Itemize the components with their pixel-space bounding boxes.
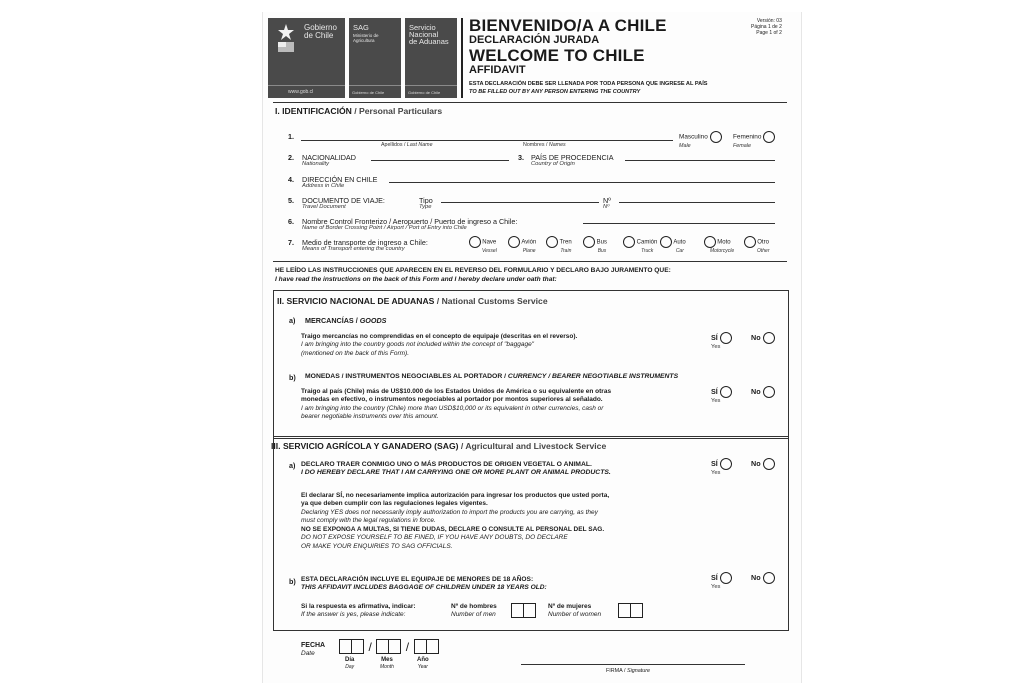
section1-heading-en: / Personal Particulars	[351, 106, 443, 116]
notice-text: must comply with the legal regulations in force.	[301, 516, 436, 524]
page-en-text: Page 1 of 2	[756, 30, 782, 36]
goods-letter: a)	[289, 316, 296, 325]
no-label: No	[751, 386, 761, 396]
nationality-label: NACIONALIDAD	[302, 153, 356, 162]
notice-text: DO NOT EXPOSE YOURSELF TO BE FINED, IF YOU HAVE ANY DOUBTS, DO DECLARE	[301, 534, 568, 542]
currency-title	[305, 373, 678, 380]
nationality-input[interactable]	[371, 160, 509, 161]
section2-heading-en: / National Customs Service	[434, 296, 548, 306]
declaration-form-page	[262, 12, 802, 683]
apellidos-label: Apellidos /	[381, 142, 407, 148]
currency-yes-option[interactable]	[711, 386, 732, 404]
products-yes-radio[interactable]	[720, 458, 732, 470]
section3-heading	[271, 441, 606, 451]
notice-en: TO BE FILLED OUT BY ANY PERSON ENTERING THE COUNTRY	[469, 89, 641, 95]
country-origin-input[interactable]	[625, 160, 775, 161]
transport-option-car[interactable]	[660, 236, 686, 254]
signature-label	[606, 668, 650, 674]
men-label-en: Number of men	[451, 611, 496, 619]
men-count-boxes	[511, 602, 536, 620]
anio-label: Año	[417, 657, 429, 663]
logo-text: de Chile	[304, 31, 334, 40]
transport-option-motorcycle[interactable]	[700, 236, 734, 254]
notice-text: El declarar SÍ, no necesariamente implica autorización para ingresar los productos que usted porta,	[301, 492, 610, 499]
version-text: Versión: 03	[756, 18, 782, 24]
yes-label: SÍ	[711, 332, 718, 342]
goods-text-es: Traigo mercancías no comprendidas en el concepto de equipaje (descritas en el reverso).	[301, 333, 578, 340]
month-sub: Month	[380, 664, 394, 670]
women-count-boxes	[618, 602, 643, 620]
transport-sub: Means of Transport entering the country	[302, 246, 405, 252]
women-label-en: Number of women	[548, 611, 602, 619]
women-label-es: Nº de mujeres	[548, 603, 592, 610]
goods-yes-option[interactable]	[711, 332, 732, 350]
date-separator: /	[405, 639, 410, 654]
products-text-es: DECLARO TRAER CONMIGO UNO O MÁS PRODUCTOS DE ORIGEN VEGETAL O ANIMAL.	[301, 461, 592, 468]
option-sub: Train	[560, 248, 572, 254]
transport-option-vessel[interactable]	[468, 236, 497, 254]
field3-number: 3.	[518, 153, 524, 162]
truck-radio[interactable]	[623, 236, 635, 248]
signature-sub: Signature	[626, 668, 651, 674]
yes-label: SÍ	[711, 572, 718, 582]
doc-number-sub: Nº	[603, 204, 610, 210]
gender-male	[679, 131, 722, 149]
notice-text: Declaring YES does not necessarily imply authorization to import the products you are carrying, as they	[301, 508, 598, 516]
other-radio[interactable]	[744, 236, 756, 248]
year-sub: Year	[417, 664, 428, 670]
notice-text: NO SE EXPONGA A MULTAS, SI TIENE DUDAS, DECLARE O CONSULTE AL PERSONAL DEL SAG.	[301, 526, 605, 534]
header-divider	[461, 18, 463, 98]
logo-footer: Gobierno de Chile	[408, 90, 441, 95]
option-label: Bus	[596, 239, 608, 246]
femenino-label: Femenino	[733, 133, 762, 141]
products-no-radio[interactable]	[763, 458, 775, 470]
currency-text-es1: Traigo al país (Chile) más de US$10.000 de los Estados Unidos de América o su equivalente en otras	[301, 388, 612, 395]
option-label: Camión	[636, 239, 658, 246]
day-digit2[interactable]	[351, 639, 364, 654]
men-label-es: Nº de hombres	[451, 603, 497, 610]
aduanas-logo	[405, 18, 457, 98]
transport-option-train[interactable]	[546, 236, 572, 254]
yes-sub: Yes	[711, 584, 721, 590]
section3-heading-en: / Agricultural and Livestock Service	[458, 441, 607, 451]
currency-title-es: MONEDAS / INSTRUMENTOS NEGOCIABLES AL PORTADOR /	[305, 373, 508, 380]
doc-type-input[interactable]	[441, 202, 599, 203]
chile-coat-of-arms-icon	[272, 22, 300, 56]
logo-text: SAG	[353, 23, 369, 32]
firma-label: FIRMA /	[606, 668, 627, 674]
field7-number: 7.	[288, 238, 294, 247]
section1-heading	[275, 106, 442, 116]
section2-heading-es: II. SERVICIO NACIONAL DE ADUANAS	[277, 296, 435, 306]
dia-label: Día	[345, 657, 355, 663]
yes-sub: Yes	[711, 470, 721, 476]
mes-label: Mes	[381, 657, 393, 663]
entry-point-sub: Name of Border Crossing Point / Airport / Port of Entry into Chile	[302, 225, 467, 231]
section2-heading	[277, 296, 548, 306]
option-label: Tren	[559, 239, 572, 246]
transport-option-plane[interactable]	[508, 236, 536, 254]
doc-type-label: Tipo	[419, 196, 433, 205]
page-es-text: Página 1 de 2	[751, 24, 782, 30]
yes-label: SÍ	[711, 458, 718, 468]
logo-text: Servicio	[409, 23, 436, 32]
women-count	[548, 603, 601, 620]
yes-sub: Yes	[711, 398, 721, 404]
yes-sub: Yes	[711, 344, 721, 350]
currency-yes-radio[interactable]	[720, 386, 732, 398]
minors-text-es: ESTA DECLARACIÓN INCLUYE EL EQUIPAJE DE MENORES DE 18 AÑOS:	[301, 576, 534, 583]
logo-text: Gobierno	[304, 23, 337, 32]
women-count-digit2[interactable]	[630, 603, 643, 618]
minors-indicate	[301, 603, 416, 620]
doc-type-sub: Type	[419, 204, 432, 210]
yes-label: SÍ	[711, 386, 718, 396]
logo-text: Ministerio de	[353, 33, 379, 38]
female-radio[interactable]	[763, 131, 775, 143]
bus-radio[interactable]	[583, 236, 595, 248]
goods-text	[301, 333, 577, 358]
currency-text-en2: bearer negotiable instruments over this amount.	[301, 412, 439, 420]
products-text-en: I DO HEREBY DECLARE THAT I AM CARRYING ONE OR MORE PLANT OR ANIMAL PRODUCTS.	[301, 469, 611, 477]
minors-yes-option[interactable]	[711, 572, 732, 590]
travel-doc-label: DOCUMENTO DE VIAJE:	[302, 196, 385, 205]
option-sub: Bus	[597, 248, 607, 254]
minors-declaration	[301, 576, 547, 593]
no-label: No	[751, 572, 761, 582]
version-block	[751, 18, 782, 36]
plane-radio[interactable]	[508, 236, 520, 248]
goods-text-en2: (mentioned on the back of this Form).	[301, 349, 410, 357]
field1-number: 1.	[288, 132, 294, 141]
indicate-en: If the answer is yes, please indicate:	[301, 611, 406, 619]
transport-option-bus[interactable]	[583, 236, 607, 254]
currency-text	[301, 388, 611, 421]
option-label: Avión	[521, 239, 537, 246]
logo-text: Nacional	[409, 30, 439, 39]
male-sub: Male	[679, 143, 691, 149]
option-label: Nave	[482, 239, 497, 246]
day-sub: Day	[345, 664, 355, 670]
sag-logo	[349, 18, 401, 98]
month-digit2[interactable]	[388, 639, 401, 654]
option-sub: Other	[757, 248, 770, 254]
no-label: No	[751, 458, 761, 468]
year-digit2[interactable]	[426, 639, 439, 654]
goods-no-radio[interactable]	[763, 332, 775, 344]
minors-no-option[interactable]	[751, 572, 775, 584]
option-sub: Truck	[641, 248, 654, 254]
gobierno-de-chile-logo	[268, 18, 345, 98]
products-notice	[301, 492, 609, 551]
currency-no-radio[interactable]	[763, 386, 775, 398]
vessel-radio[interactable]	[469, 236, 481, 248]
name-input[interactable]	[301, 140, 673, 141]
field4-number: 4.	[288, 175, 294, 184]
section1-heading-es: I. IDENTIFICACIÓN	[275, 106, 352, 116]
last-name-label	[381, 142, 433, 148]
goods-title-es: MERCANCÍAS /	[305, 316, 360, 325]
entry-point-label: Nombre Control Fronterizo / Aeropuerto / Puerto de ingreso a Chile:	[302, 217, 518, 226]
masculino-label: Masculino	[679, 133, 708, 141]
currency-text-en1: I am bringing into the country (Chile) more than USD$10,000 or its equivalent in other currencies, cash or	[301, 404, 604, 412]
field6-number: 6.	[288, 217, 294, 226]
month-label	[380, 657, 394, 670]
subtitle-es: DECLARACIÓN JURADA	[469, 34, 600, 46]
no-label: No	[751, 332, 761, 342]
nombres-label: Nombres /	[523, 142, 549, 148]
option-label: Auto	[673, 239, 686, 246]
men-count-digit2[interactable]	[523, 603, 536, 618]
nationality-sub: Nationality	[302, 161, 330, 167]
year-label	[417, 657, 429, 670]
option-sub: Car	[675, 248, 684, 254]
option-sub: Motorcycle	[710, 248, 735, 254]
products-letter: a)	[289, 461, 296, 470]
option-sub: Plane	[522, 248, 536, 254]
currency-no-option[interactable]	[751, 386, 775, 398]
indicate-es: Si la respuesta es afirmativa, indicar:	[301, 603, 416, 610]
goods-title	[305, 316, 386, 325]
oath-en: I have read the instructions on the back of this Form and I hereby declare under oath that:	[275, 276, 557, 283]
products-no-option[interactable]	[751, 458, 775, 470]
notice-es: ESTA DECLARACIÓN DEBE SER LLENADA POR TODA PERSONA QUE INGRESE AL PAÍS	[469, 81, 708, 87]
option-label: Moto	[717, 239, 731, 246]
car-radio[interactable]	[660, 236, 672, 248]
currency-text-es2: monedas en efectivo, o instrumentos negociables al portador por montos superiores al señalado.	[301, 396, 603, 404]
country-origin-label: PAÍS DE PROCEDENCIA	[531, 153, 614, 162]
date-label	[301, 642, 325, 659]
train-radio[interactable]	[546, 236, 558, 248]
field5-number: 5.	[288, 196, 294, 205]
title-en: WELCOME TO CHILE	[469, 46, 645, 65]
gender-female	[733, 131, 775, 149]
date-sub: Date	[301, 650, 315, 658]
goods-text-en1: I am bringing into the country goods not included within the concept of "baggage"	[301, 341, 534, 349]
option-label: Otro	[757, 239, 769, 246]
day-label	[345, 657, 354, 670]
transport-option-truck[interactable]	[623, 236, 657, 254]
female-sub: Female	[733, 143, 751, 149]
subtitle-en: AFFIDAVIT	[469, 64, 526, 76]
address-label: DIRECCIÓN EN CHILE	[302, 175, 378, 184]
products-yes-option[interactable]	[711, 458, 732, 476]
logo-text: Agricultura	[353, 38, 375, 43]
doc-number-label: Nº	[603, 196, 611, 205]
date-inputs	[339, 638, 439, 656]
date-separator: /	[368, 639, 372, 654]
last-name-sub: Last Name	[406, 142, 433, 148]
goods-title-en: GOODS	[359, 316, 387, 325]
names-sub: Names	[548, 142, 566, 148]
field2-number: 2.	[288, 153, 294, 162]
oath-divider	[273, 261, 787, 262]
address-input[interactable]	[389, 182, 775, 183]
oath-es: HE LEÍDO LAS INSTRUCCIONES QUE APARECEN EN EL REVERSO DEL FORMULARIO Y DECLARO BAJO JURAMENTO QUE:	[275, 267, 671, 274]
option-sub: Vessel	[482, 248, 497, 254]
transport-label: Medio de transporte de ingreso a Chile:	[302, 238, 428, 247]
minors-yes-radio[interactable]	[720, 572, 732, 584]
products-declaration	[301, 461, 611, 478]
motorcycle-radio[interactable]	[704, 236, 716, 248]
address-sub: Address in Chile	[302, 183, 345, 189]
doc-number-input[interactable]	[619, 202, 775, 203]
currency-title-en: CURRENCY / BEARER NEGOTIABLE INSTRUMENTS	[507, 373, 679, 380]
title-es: BIENVENIDO/A A CHILE	[469, 16, 667, 35]
section-divider	[273, 102, 787, 103]
fecha-label: FECHA	[301, 642, 326, 649]
minors-no-radio[interactable]	[763, 572, 775, 584]
entry-point-input[interactable]	[583, 223, 775, 224]
names-label	[523, 142, 566, 148]
minors-text-en: THIS AFFIDAVIT INCLUDES BAGGAGE OF CHILDREN UNDER 18 YEARS OLD:	[301, 584, 547, 592]
notice-text: ya que deben cumplir con las regulaciones legales vigentes.	[301, 500, 488, 508]
goods-yes-radio[interactable]	[720, 332, 732, 344]
travel-doc-sub: Travel Document	[302, 204, 346, 210]
goods-no-option[interactable]	[751, 332, 775, 344]
transport-option-other[interactable]	[743, 236, 770, 254]
section3-heading-es: III. SERVICIO AGRÍCOLA Y GANADERO (SAG)	[271, 441, 459, 451]
logo-footer: www.gob.cl	[288, 89, 314, 95]
logo-footer: Gobierno de Chile	[352, 90, 385, 95]
country-origin-sub: Country of Origin	[531, 161, 575, 167]
minors-letter: b)	[289, 577, 296, 586]
men-count	[451, 603, 497, 620]
signature-input[interactable]	[521, 664, 745, 665]
notice-text: OR MAKE YOUR ENQUIRIES TO SAG OFFICIALS.	[301, 542, 453, 550]
male-radio[interactable]	[710, 131, 722, 143]
currency-letter: b)	[289, 373, 296, 382]
logo-text: de Aduanas	[409, 37, 449, 46]
